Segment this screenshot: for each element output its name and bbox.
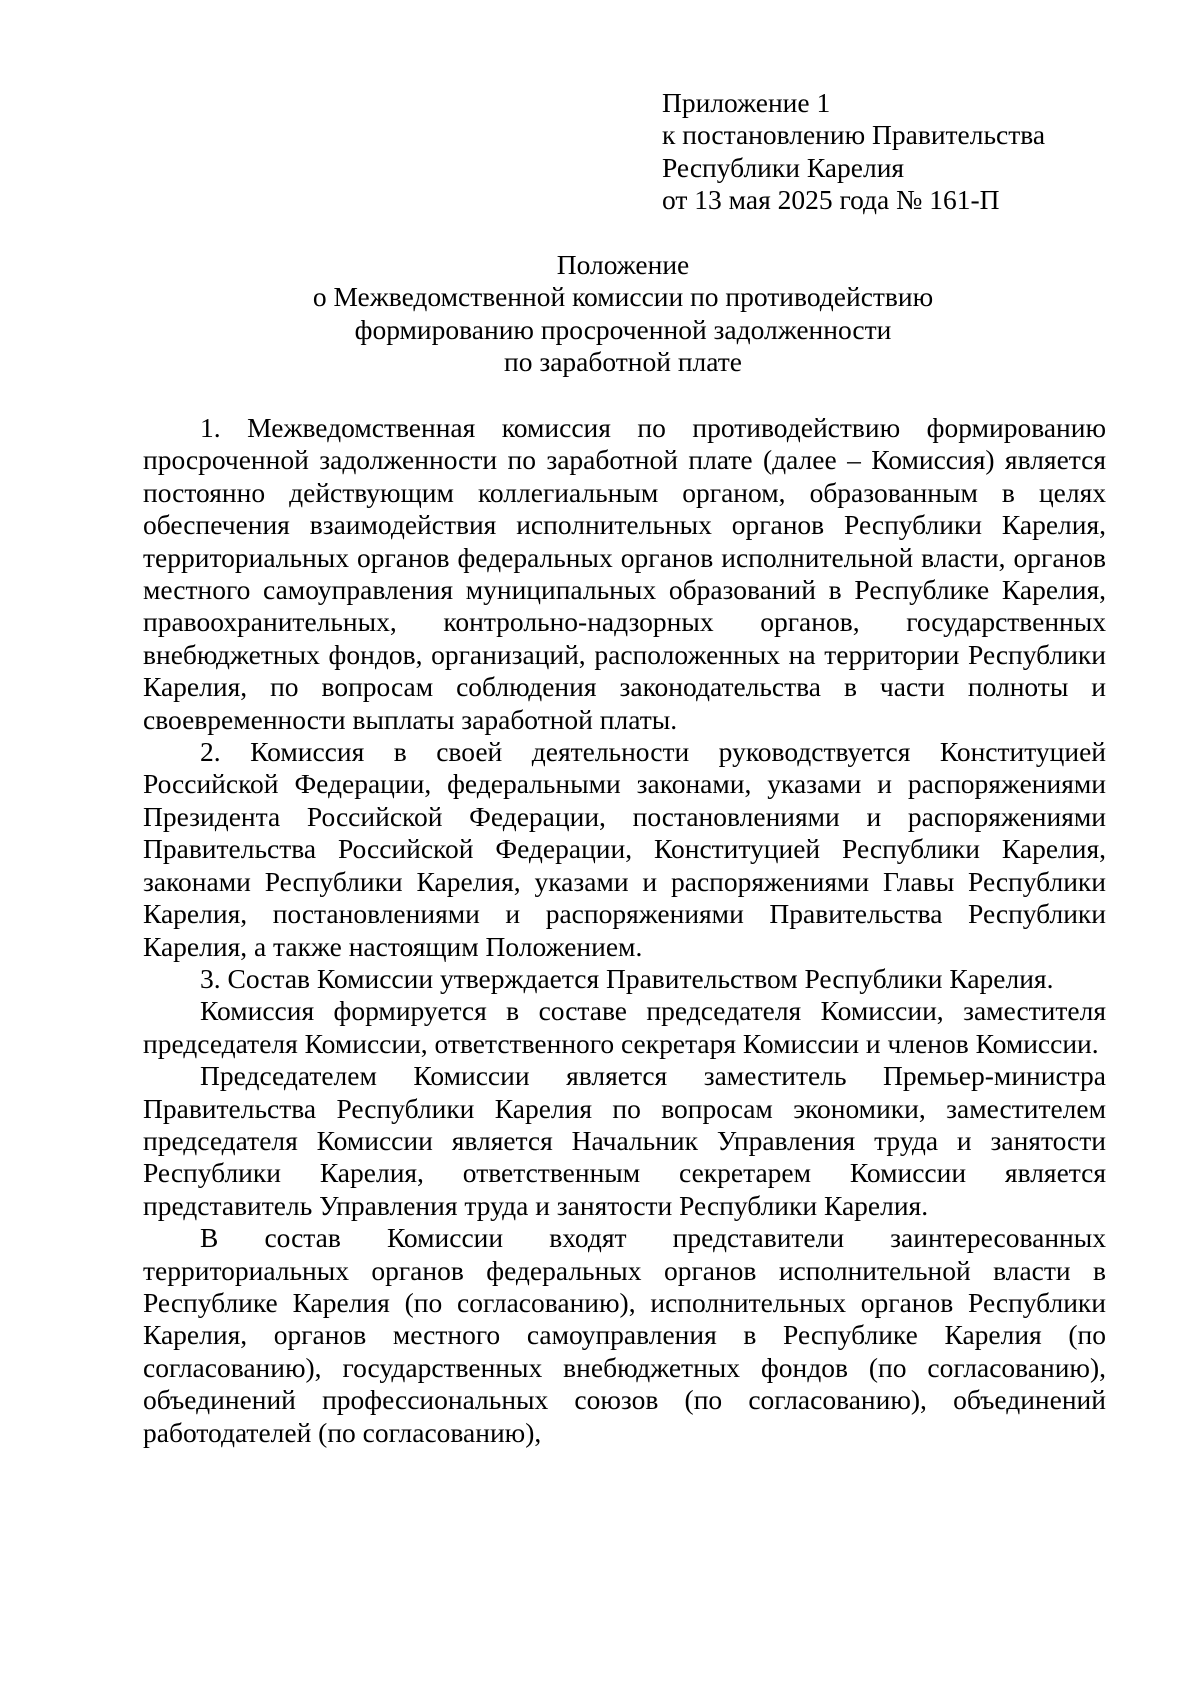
paragraph-1: 1. Межведомственная комиссия по противодействию формированию просроченной задолженности по заработной плате (далее – Комиссия) является постоянно действующим коллегиальным органом, образованным в целях обеспечения взаимодействия исполнительных органов Республики Карелия, территориальных органов федеральных органов исполнительной власти, органов местного самоуправления муниципальных образований в Республике Карелия, правоохранительных, контрольно-надзорных органов, государственных внебюджетных фондов, организаций, расположенных на территории Республики Карелия, по вопросам соблюдения законодательства в части полноты и своевременности выплаты заработной платы. — [143, 412, 1106, 735]
annex-reference: к постановлению Правительства — [662, 119, 1046, 151]
annex-authority: Республики Карелия — [662, 151, 905, 183]
annex-number: Приложение 1 — [662, 87, 831, 118]
paragraph-chairman: Председателем Комиссии является заместитель Премьер-министра Правительства Республики Карелия по вопросам экономики, заместителем председателя Комиссии является Начальник Управления труда и занятости Республики Карелия, ответственным секретарем Комиссии является представитель Управления труда и занятости Республики Карелия. — [143, 1060, 1106, 1221]
title-subject-line-3: по заработной плате — [504, 346, 742, 378]
document-body — [143, 412, 1106, 1449]
paragraph-2: 2. Комиссия в своей деятельности руководствуется Конституцией Российской Федерации, федеральными законами, указами и распоряжениями Президента Российской Федерации, постановлениями и распоряжениями Правительства Российской Федерации, Конституцией Республики Карелия, законами Республики Карелия, указами и распоряжениями Главы Республики Карелия, постановлениями и распоряжениями Правительства Республики Карелия, а также настоящим Положением. — [143, 736, 1106, 962]
annex-date: от 13 мая 2025 года № 161-П — [662, 184, 1000, 216]
document-title — [140, 249, 1106, 379]
paragraph-members: В состав Комиссии входят представители заинтересованных территориальных органов федеральных органов исполнительной власти в Республике Карелия (по согласованию), исполнительных органов Республики Карелия, органов местного самоуправления в Республике Карелия (по согласованию), государственных внебюджетных фондов (по согласованию), объединений профессиональных союзов (по согласованию), объединений работодателей (по согласованию), — [143, 1222, 1106, 1448]
annex-header — [662, 87, 1142, 217]
title-heading: Положение — [556, 249, 690, 280]
paragraph-3: 3. Состав Комиссии утверждается Правительством Республики Карелия. — [200, 962, 1054, 994]
paragraph-composition: Комиссия формируется в составе председателя Комиссии, заместителя председателя Комиссии, ответственного секретаря Комиссии и членов Комиссии. — [143, 995, 1106, 1059]
title-subject-line-1: о Межведомственной комиссии по противодействию — [312, 281, 934, 313]
title-subject-line-2: формированию просроченной задолженности — [354, 313, 892, 345]
